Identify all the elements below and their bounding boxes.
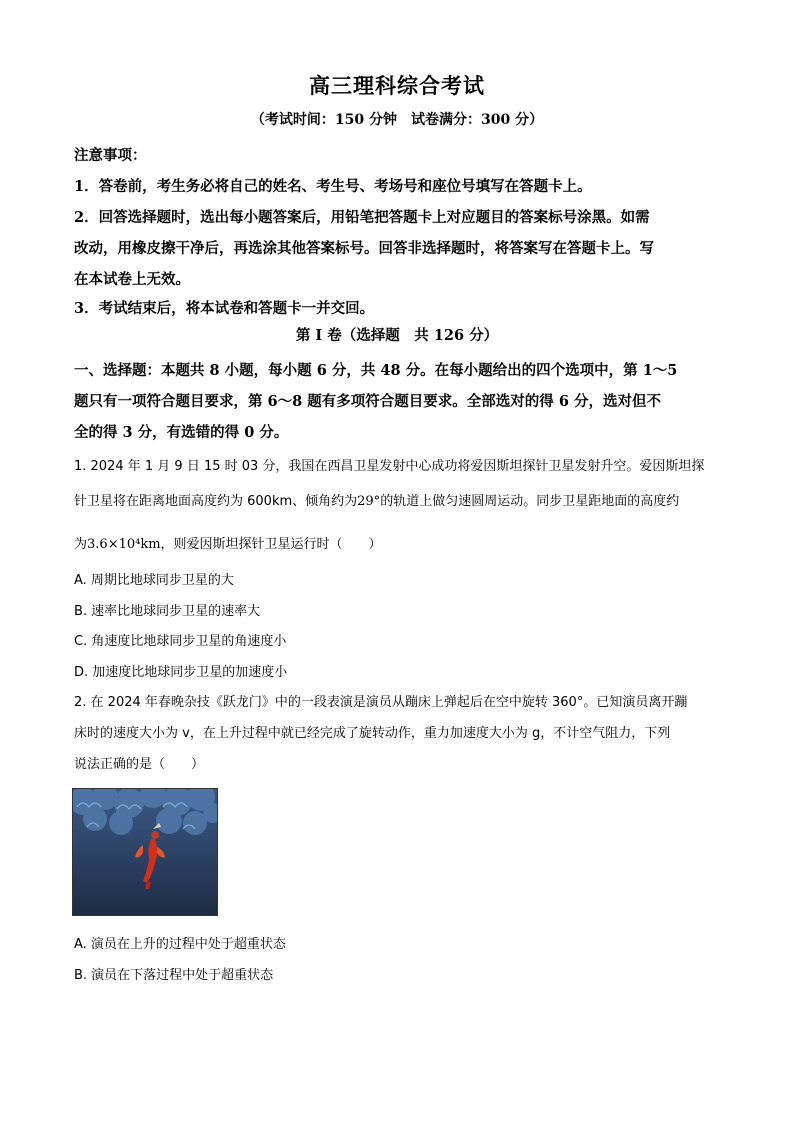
question-2-line-3: 说法正确的是（ ） [74, 757, 205, 772]
question-1-line-3-text-a: 为 [74, 537, 88, 552]
notice-heading: 注意事项： [74, 147, 147, 164]
exam-info: （考试时间：150 分钟 试卷满分：300 分） [250, 112, 544, 128]
question-2-option-b: B. 演员在下落过程中处于超重状态 [74, 968, 274, 983]
notice-item-2-line-2: 改动，用橡皮擦干净后，再选涂其他答案标号。回答非选择题时，将答案写在答题卡上。写 [74, 240, 654, 257]
inclination-angle: 29° [357, 494, 381, 509]
notice-item-1: 1．答卷前，考生务必将自己的姓名、考生号、考场号和座位号填写在答题卡上。 [74, 178, 592, 195]
notice-item-2-line-1: 2．回答选择题时，选出每小题答案后，用铅笔把答题卡上对应题目的答案标号涂黑。如需 [74, 209, 650, 226]
question-1-line-1: 1. 2024 年 1 月 9 日 15 时 03 分，我国在西昌卫星发射中心成功将爱因斯坦探针卫星发射升空。爱因斯坦探 [74, 459, 705, 474]
question-2-line-1: 2. 在 2024 年春晚杂技《跃龙门》中的一段表演是演员从蹦床上弹起后在空中旋转 360°。已知演员离开蹦 [74, 695, 688, 710]
question-1-option-c: C. 角速度比地球同步卫星的角速度小 [74, 634, 287, 649]
section-title: 第 I 卷（选择题 共 126 分） [295, 327, 499, 344]
section-instructions-line-1: 一、选择题：本题共 8 小题，每小题 6 分，共 48 分。在每小题给出的四个选项中，第 1～5 [74, 362, 678, 379]
question-1-line-2-text-a: 针卫星将在距离地面高度约为 600km、倾角约为 [74, 494, 358, 509]
notice-item-2-line-3: 在本试卷上无效。 [74, 271, 190, 288]
performer-photo [72, 788, 218, 916]
question-2-line-2: 床时的速度大小为 v，在上升过程中就已经完成了旋转动作，重力加速度大小为 g，不计空气阻力，下列 [74, 726, 671, 741]
question-1-line-2-text-b: 的轨道上做匀速圆周运动。同步卫星距地面的高度约 [380, 494, 680, 509]
question-1-option-b: B. 速率比地球同步卫星的速率大 [74, 604, 261, 619]
question-1-option-d: D. 加速度比地球同步卫星的加速度小 [74, 665, 288, 680]
question-1-line-3-text-b: ，则爱因斯坦探针卫星运行时（ ） [160, 537, 382, 552]
question-1-line-2 [74, 487, 724, 517]
section-instructions [74, 355, 724, 448]
question-1-option-a: A. 周期比地球同步卫星的大 [74, 573, 234, 588]
notice-item-2 [74, 202, 724, 295]
page-title: 高三理科综合考试 [309, 73, 485, 98]
section-instructions-line-2: 题只有一项符合题目要求，第 6～8 题有多项符合题目要求。全部选对的得 6 分，选对但不 [74, 393, 661, 410]
notice-item-3: 3．考试结束后，将本试卷和答题卡一并交回。 [74, 300, 375, 317]
question-1-line-3 [74, 530, 724, 560]
question-2-option-a: A. 演员在上升的过程中处于超重状态 [74, 937, 286, 952]
section-instructions-line-3: 全的得 3 分，有选错的得 0 分。 [74, 424, 289, 441]
sync-satellite-height: 3.6×10⁴km [87, 537, 161, 552]
